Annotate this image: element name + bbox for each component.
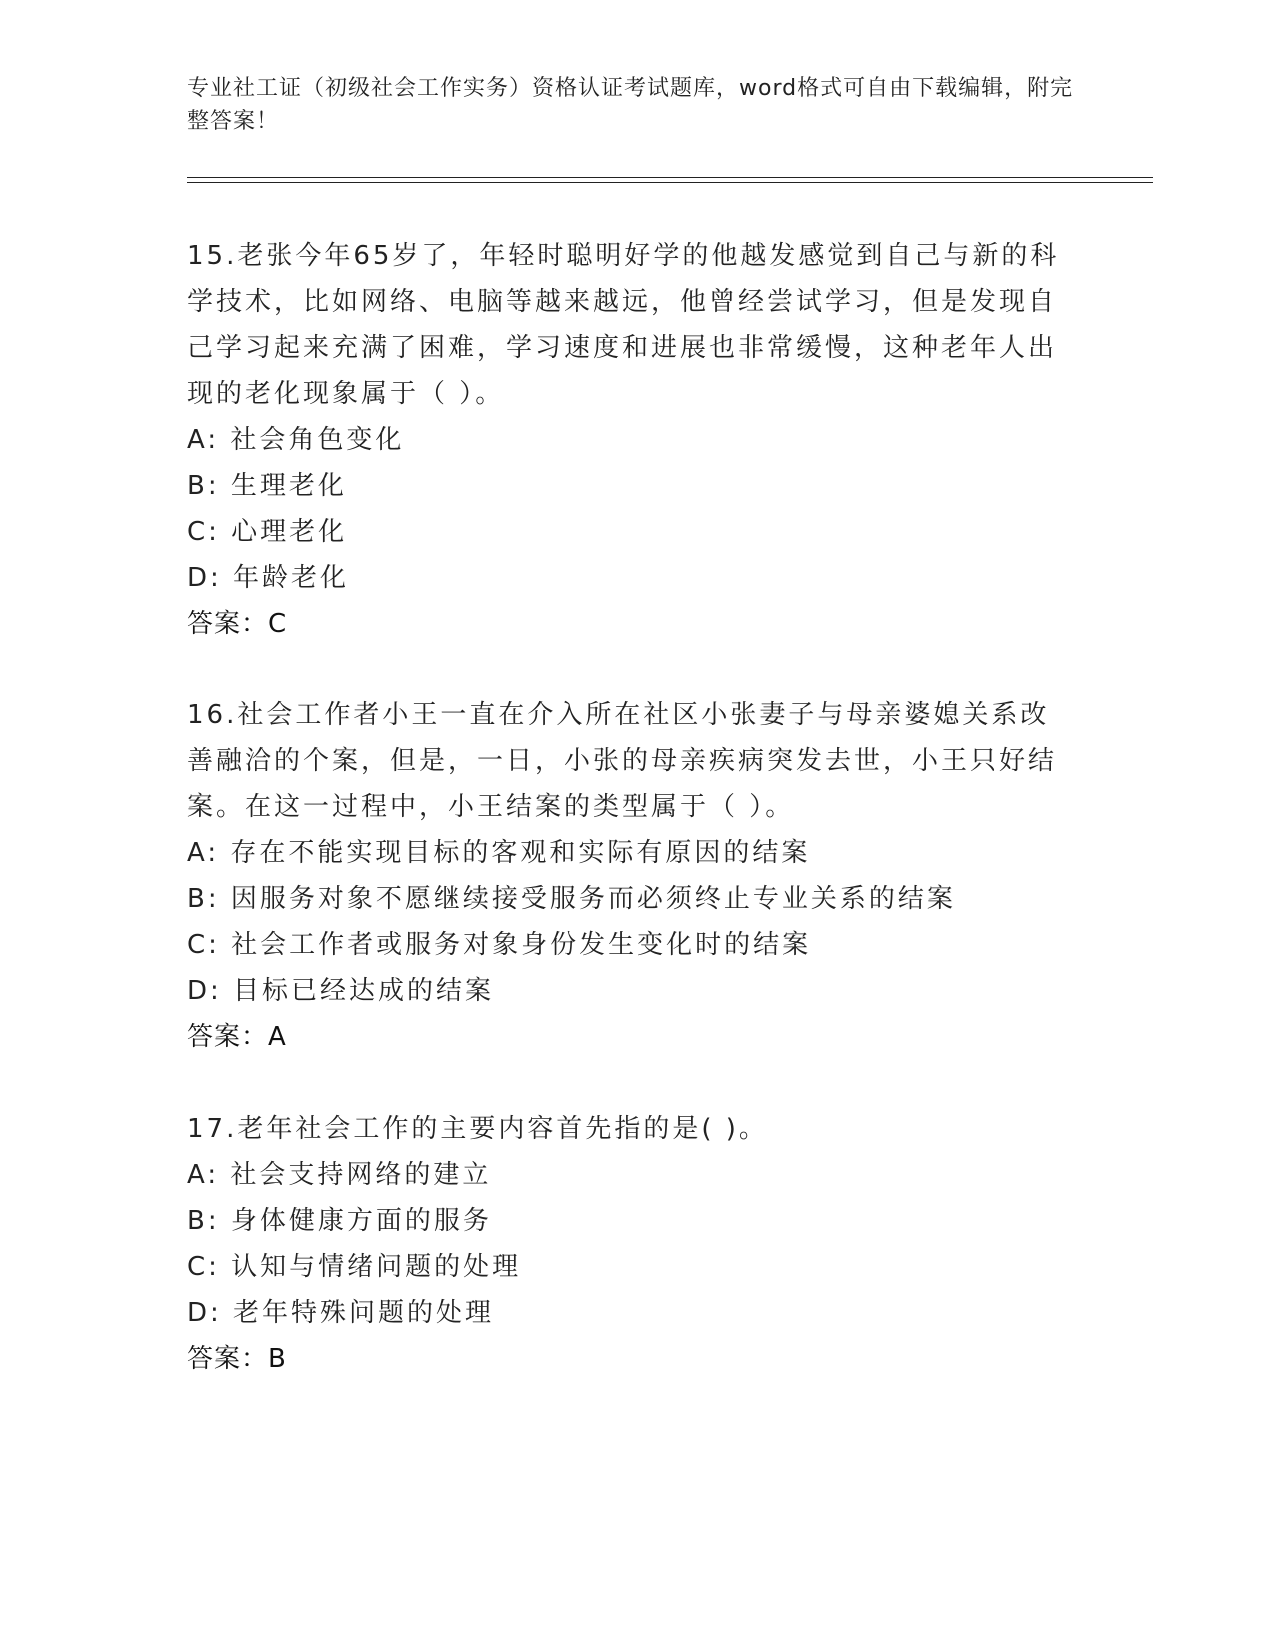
option-a: A: 社会角色变化 xyxy=(187,425,405,455)
option-c: C: 心理老化 xyxy=(187,517,348,547)
answer-line: 答案：A xyxy=(187,1022,287,1052)
option-c: C: 认知与情绪问题的处理 xyxy=(187,1252,522,1282)
question-stem: 17.老年社会工作的主要内容首先指的是( )。 xyxy=(187,1114,768,1144)
option-d: D: 目标已经达成的结案 xyxy=(187,976,495,1006)
header-divider-bottom xyxy=(187,182,1153,183)
option-a: A: 存在不能实现目标的客观和实际有原因的结案 xyxy=(187,838,811,868)
option-b: B: 因服务对象不愿继续接受服务而必须终止专业关系的结案 xyxy=(187,884,956,914)
header-text: 专业社工证（初级社会工作实务）资格认证考试题库，word格式可自由下载编辑，附完整答案！ xyxy=(187,76,1074,134)
option-a: A: 社会支持网络的建立 xyxy=(187,1160,492,1190)
option-b: B: 生理老化 xyxy=(187,471,347,501)
question-stem: 15.老张今年65岁了，年轻时聪明好学的他越发感觉到自己与新的科学技术，比如网络、电脑等越来越远，他曾经尝试学习，但是发现自己学习起来充满了困难，学习速度和进展也非常缓慢，这种老年人出现的老化现象属于（ ）。 xyxy=(187,241,1060,409)
answer-line: 答案：C xyxy=(187,609,288,639)
option-b: B: 身体健康方面的服务 xyxy=(187,1206,492,1236)
answer-line: 答案：B xyxy=(187,1344,287,1374)
question-16 xyxy=(187,692,1067,1060)
question-17 xyxy=(187,1106,1067,1382)
header-divider-top xyxy=(187,177,1153,178)
option-c: C: 社会工作者或服务对象身份发生变化时的结案 xyxy=(187,930,812,960)
option-d: D: 年龄老化 xyxy=(187,563,350,593)
question-stem: 16.社会工作者小王一直在介入所在社区小张妻子与母亲婆媳关系改善融洽的个案，但是，一日，小张的母亲疾病突发去世，小王只好结案。在这一过程中，小王结案的类型属于（ ）。 xyxy=(187,700,1058,822)
question-15 xyxy=(187,233,1067,647)
document-header xyxy=(187,72,1087,138)
option-d: D: 老年特殊问题的处理 xyxy=(187,1298,495,1328)
